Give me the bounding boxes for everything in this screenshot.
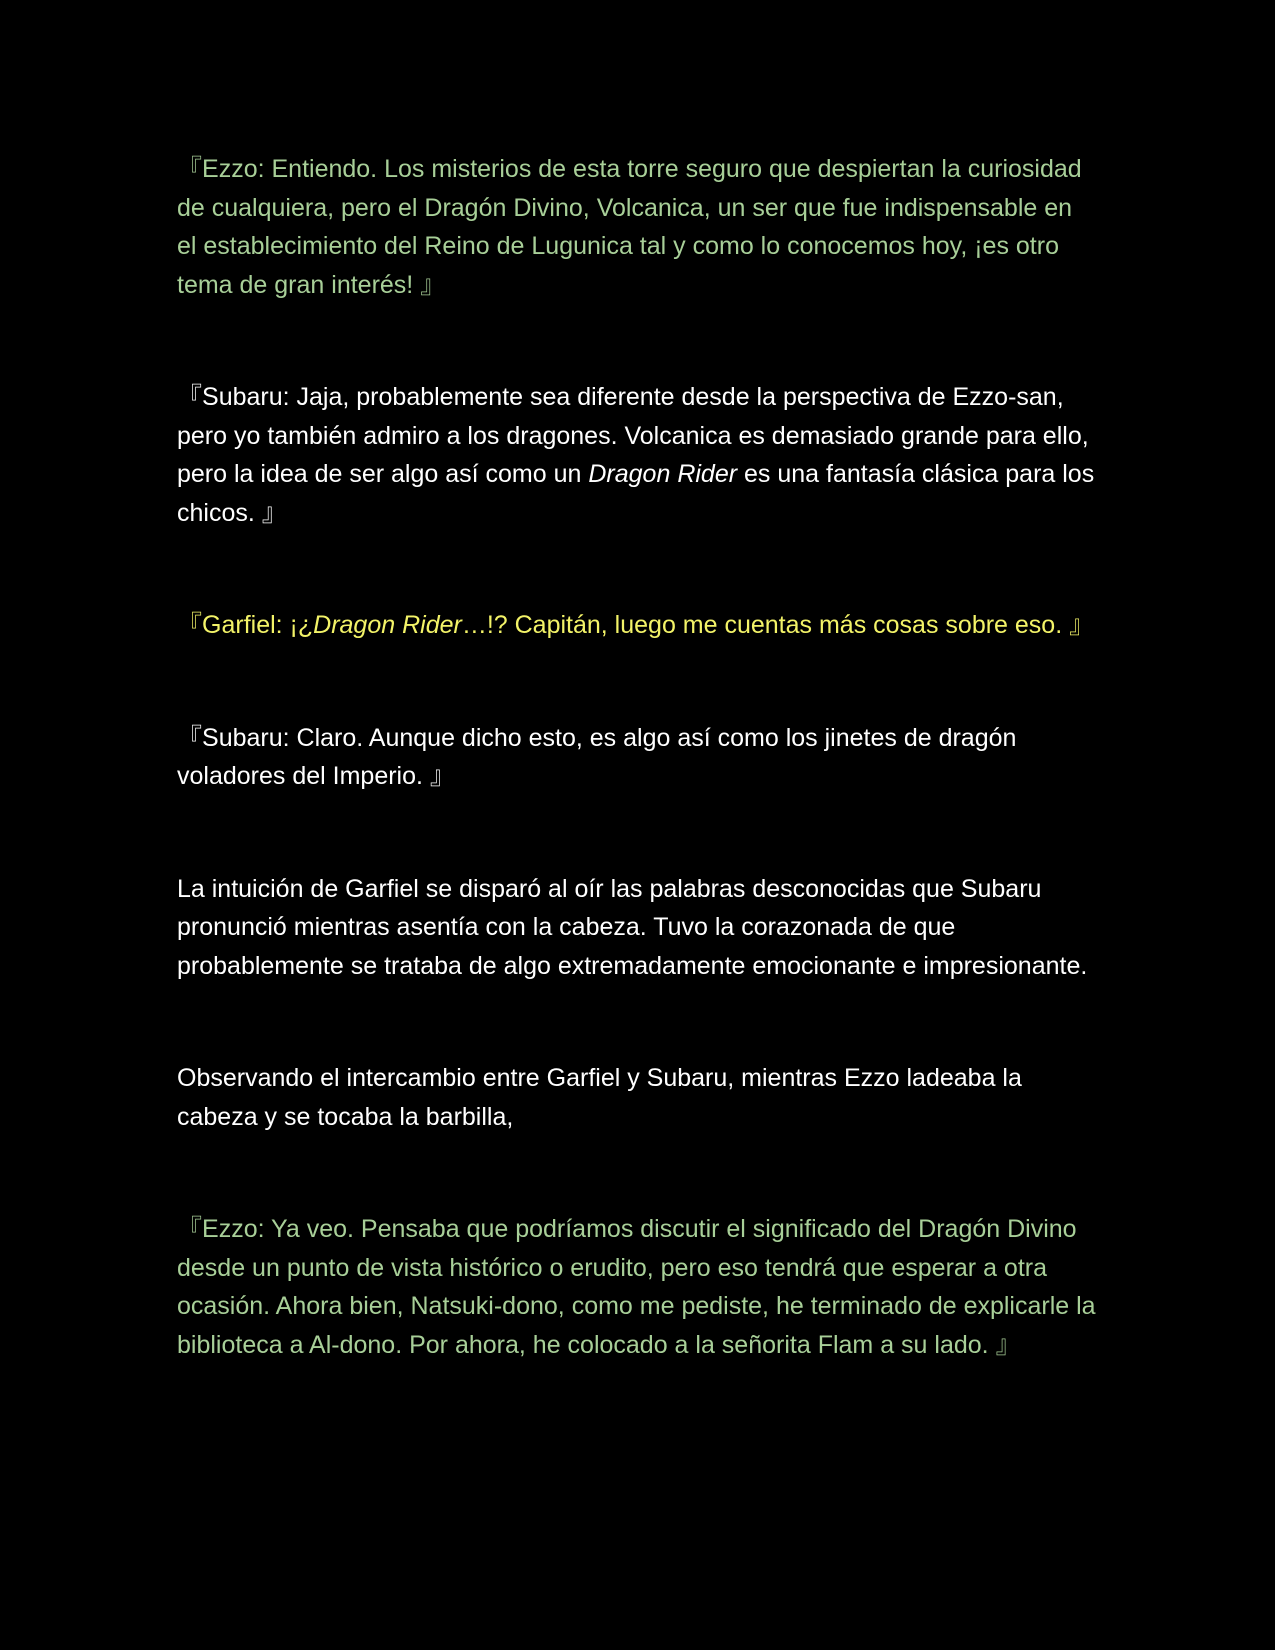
dialogue-subaru-2 [177,719,1097,796]
open-bracket: 『 [177,723,203,752]
document-page [177,150,1097,1364]
dialogue-italic-term: Dragon Rider [588,460,738,488]
narration-2: Observando el intercambio entre Garfiel y Subaru, mientras Ezzo ladeaba la cabeza y se tocaba la barbilla, [177,1064,1022,1131]
dialogue-text: Ezzo: Ya veo. Pensaba que podríamos discutir el significado del Dragón Divino desde un punto de vista histórico o erudito, pero eso tendrá que esperar a otra ocasión. Ahora bien, Natsuki-dono, como me pediste, he terminado de explicarle la biblioteca a Al-dono. Por ahora, he colocado a la señorita Flam a su lado. [177,1215,1096,1359]
close-bracket: 』 [995,1330,1021,1359]
narration-1: La intuición de Garfiel se disparó al oír las palabras desconocidas que Subaru pronunció mientras asentía con la cabeza. Tuvo la corazonada de que probablemente se trataba de algo extremadamente emocionante e impresionante. [177,874,1088,980]
dialogue-text: Subaru: Jaja, probablemente sea diferente desde la perspectiva de Ezzo-san, pero yo también admiro a los dragones. Volcanica es demasiado grande para ello, pero la idea de ser algo así como un [177,383,1089,488]
open-bracket: 『 [177,383,203,411]
close-bracket: 』 [1069,611,1095,639]
dialogue-text: Subaru: Claro. Aunque dicho esto, es algo así como los jinetes de dragón voladores del Imperio. [177,723,1017,790]
dialogue-text-continued: es una fantasía clásica para los chicos. [177,460,1095,527]
dialogue-subaru-1 [177,378,1097,532]
dialogue-garfiel-1 [177,606,1097,645]
dialogue-text-continued: …!? Capitán, luego me cuentas más cosas sobre eso. [461,611,1070,639]
dialogue-ezzo-1 [177,150,1097,304]
dialogue-text: Garfiel: ¡¿ [202,611,314,639]
dialogue-italic-term: Dragon Rider [313,611,462,639]
open-bracket: 『 [177,155,203,183]
dialogue-ezzo-2 [177,1210,1097,1364]
close-bracket: 』 [261,498,287,527]
open-bracket: 『 [177,611,203,639]
open-bracket: 『 [177,1215,203,1243]
dialogue-text: Ezzo: Entiendo. Los misterios de esta torre seguro que despiertan la curiosidad de cualquiera, pero el Dragón Divino, Volcanica, un ser que fue indispensable en el establecimiento del Reino de Lugunica tal y como lo conocemos hoy, ¡es otro tema de gran interés! [177,155,1082,299]
close-bracket: 』 [420,270,446,299]
close-bracket: 』 [429,762,455,790]
